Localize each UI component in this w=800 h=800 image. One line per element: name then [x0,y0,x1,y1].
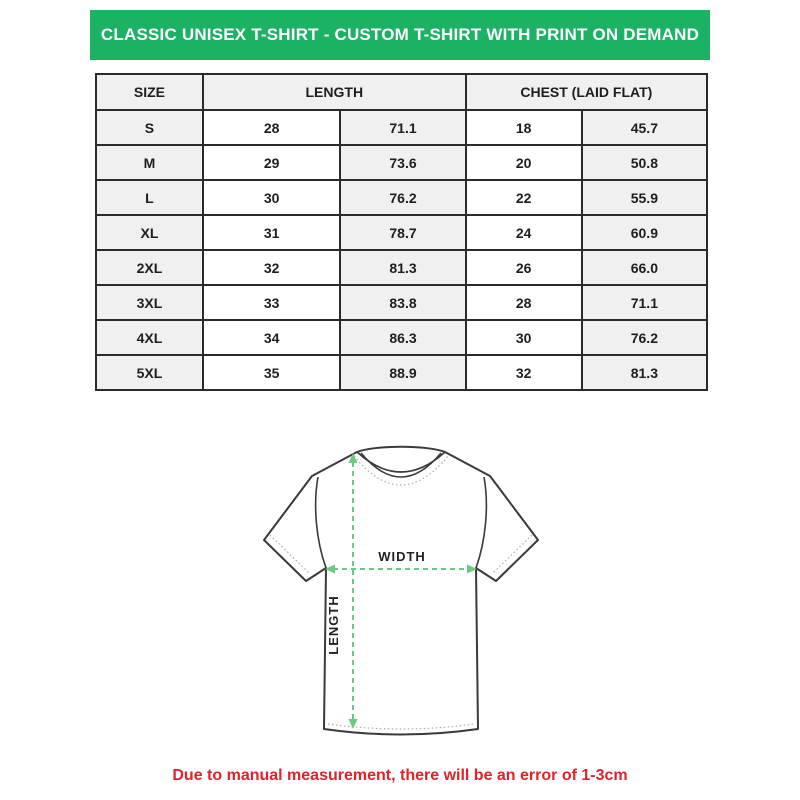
chest-in-cell: 18 [466,110,582,145]
chest-cm-cell: 76.2 [582,320,707,355]
table-row [96,355,707,390]
size-cell: XL [96,215,203,250]
size-cell: 5XL [96,355,203,390]
table-header-row [96,74,707,110]
size-cell: 4XL [96,320,203,355]
table-row [96,250,707,285]
size-cell: 3XL [96,285,203,320]
length-cm-cell: 73.6 [340,145,465,180]
length-in-cell: 28 [203,110,340,145]
measurement-error-note: Due to manual measurement, there will be an error of 1-3cm [172,767,628,784]
size-chart-table [95,73,708,391]
chest-in-cell: 30 [466,320,582,355]
size-cell: M [96,145,203,180]
length-cm-cell: 78.7 [340,215,465,250]
table-row [96,145,707,180]
title-banner [90,10,710,60]
chest-cm-cell: 60.9 [582,215,707,250]
table-row [96,215,707,250]
chest-in-cell: 20 [466,145,582,180]
length-in-cell: 30 [203,180,340,215]
length-cm-cell: 83.8 [340,285,465,320]
chest-cm-cell: 55.9 [582,180,707,215]
width-label: WIDTH [378,549,426,564]
chest-in-cell: 24 [466,215,582,250]
chest-in-cell: 26 [466,250,582,285]
length-in-cell: 35 [203,355,340,390]
chest-in-cell: 32 [466,355,582,390]
column-header-length: LENGTH [203,74,466,110]
tshirt-measurement-diagram [250,440,560,750]
length-in-cell: 31 [203,215,340,250]
chest-cm-cell: 45.7 [582,110,707,145]
length-in-cell: 33 [203,285,340,320]
chest-cm-cell: 50.8 [582,145,707,180]
size-cell: L [96,180,203,215]
chest-cm-cell: 71.1 [582,285,707,320]
length-label: LENGTH [326,595,341,655]
length-cm-cell: 86.3 [340,320,465,355]
table-row [96,320,707,355]
column-header-chest: CHEST (LAID FLAT) [466,74,707,110]
length-cm-cell: 76.2 [340,180,465,215]
chest-in-cell: 22 [466,180,582,215]
length-in-cell: 29 [203,145,340,180]
table-row [96,110,707,145]
length-in-cell: 32 [203,250,340,285]
table-row [96,180,707,215]
chest-in-cell: 28 [466,285,582,320]
length-cm-cell: 81.3 [340,250,465,285]
chest-cm-cell: 66.0 [582,250,707,285]
tshirt-outline [264,447,538,735]
column-header-size: SIZE [96,74,203,110]
page-title: CLASSIC UNISEX T-SHIRT - CUSTOM T-SHIRT WITH PRINT ON DEMAND [100,25,700,44]
length-cm-cell: 71.1 [340,110,465,145]
table-row [96,285,707,320]
length-cm-cell: 88.9 [340,355,465,390]
length-in-cell: 34 [203,320,340,355]
chest-cm-cell: 81.3 [582,355,707,390]
size-cell: S [96,110,203,145]
size-cell: 2XL [96,250,203,285]
